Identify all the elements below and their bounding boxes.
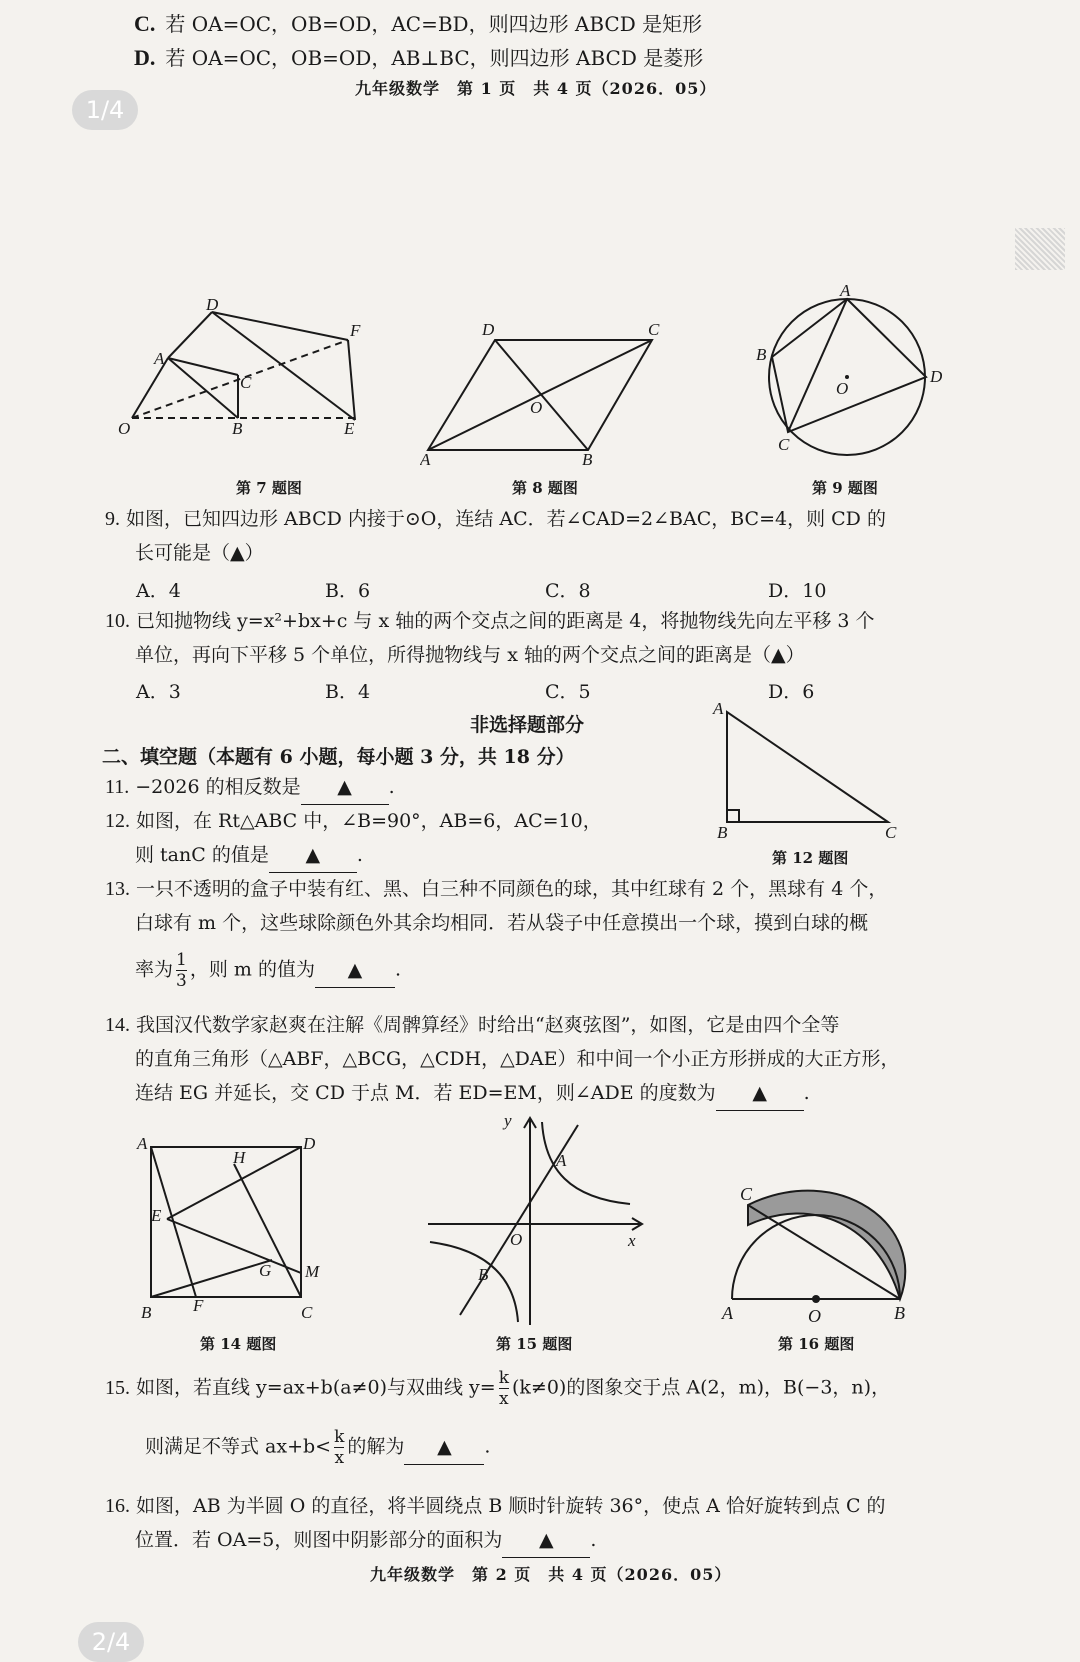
q9-choice-c: C．8 xyxy=(545,580,591,602)
option-d-letter: D. xyxy=(134,45,156,70)
q10-choice-c: C．5 xyxy=(545,681,591,703)
fig16-label-a: A xyxy=(722,1303,733,1323)
q15-frac1-num: k xyxy=(498,1368,509,1388)
q12-blank: ▲ xyxy=(269,838,357,873)
fig8-label-c: C xyxy=(648,320,660,339)
fig12-caption: 第 12 题图 xyxy=(772,849,849,867)
question-16 xyxy=(105,1489,1045,1558)
fig14-label-g: G xyxy=(259,1261,272,1280)
fig15-label-b: B xyxy=(478,1265,489,1284)
q15-line1-pre: 如图，若直线 y=ax+b(a≠0)与双曲线 y= xyxy=(136,1376,496,1399)
option-c xyxy=(134,8,702,37)
fig14-label-b: B xyxy=(141,1303,152,1322)
q16-line1: 如图，AB 为半圆 O 的直径，将半圆绕点 B 顺时针旋转 36°，使点 A 恰好旋转到点 C 的 xyxy=(136,1495,886,1517)
figure-16 xyxy=(718,1165,938,1330)
q13-blank: ▲ xyxy=(315,953,395,988)
figure-12 xyxy=(705,700,905,840)
fig15-label-x: x xyxy=(628,1231,636,1250)
q9-choice-a: A．4 xyxy=(136,580,181,602)
fig9-label-c: C xyxy=(778,435,790,454)
fig9-label-b: B xyxy=(756,345,767,364)
fig8-label-a: A xyxy=(420,450,431,465)
fig9-caption: 第 9 题图 xyxy=(812,479,878,497)
figure-7 xyxy=(110,290,380,460)
q13-line3-pre: 率为 xyxy=(135,958,174,981)
q15-blank: ▲ xyxy=(404,1430,484,1465)
fig7-label-d: D xyxy=(206,295,219,314)
q9-line2: 长可能是（▲） xyxy=(135,542,264,564)
q11-end: . xyxy=(388,776,395,798)
q14-line3: 连结 EG 并延长，交 CD 于点 M．若 ED=EM，则∠ADE 的度数为 xyxy=(135,1082,716,1104)
fig14-label-m: M xyxy=(305,1262,320,1281)
question-13 xyxy=(105,872,1035,991)
q15-fraction-2 xyxy=(334,1427,344,1468)
q11-num: 11. xyxy=(105,776,130,798)
question-9 xyxy=(105,502,1005,570)
q15-frac2-den: x xyxy=(334,1448,345,1468)
figure-15 xyxy=(420,1110,660,1330)
q15-line2-rel: < xyxy=(315,1435,332,1458)
fig15-label-o: O xyxy=(510,1230,523,1249)
q13-end: . xyxy=(394,958,401,981)
q10-num: 10. xyxy=(105,610,130,632)
q16-end: . xyxy=(590,1529,597,1551)
fig14-label-f: F xyxy=(193,1296,204,1315)
fig7-label-o: O xyxy=(118,419,131,438)
option-d xyxy=(134,42,703,71)
fig8-label-d: D xyxy=(482,320,495,339)
fig7-label-f: F xyxy=(350,321,361,340)
q10-line1: 已知抛物线 y=x²+bx+c 与 x 轴的两个交点之间的距离是 4，将抛物线先向左平移 3 个 xyxy=(136,610,875,632)
page1-footer: 九年级数学 第 1 页 共 4 页（2026．05） xyxy=(355,79,717,98)
fig14-label-e: E xyxy=(151,1206,162,1225)
q15-fraction-1 xyxy=(499,1368,509,1409)
question-11 xyxy=(105,770,395,805)
q13-line3-post: ，则 m 的值为 xyxy=(189,958,315,981)
q16-line2: 位置．若 OA=5，则图中阴影部分的面积为 xyxy=(135,1529,503,1551)
q14-line1: 我国汉代数学家赵爽在注解《周髀算经》时给出“赵爽弦图”，如图，它是由四个全等 xyxy=(136,1014,840,1036)
q15-line1-post: (k≠0)的图象交于点 A(2，m)，B(−3，n)， xyxy=(512,1376,891,1399)
fig14-caption: 第 14 题图 xyxy=(200,1335,277,1353)
fig16-caption: 第 16 题图 xyxy=(778,1335,855,1353)
fig12-label-c: C xyxy=(885,823,897,840)
q15-line2-post: 的解为 xyxy=(347,1435,405,1458)
fig8-label-o: O xyxy=(530,398,543,417)
q14-num: 14. xyxy=(105,1014,130,1036)
q9-choice-d: D．10 xyxy=(768,580,827,602)
q13-frac-den: 3 xyxy=(176,971,187,991)
option-c-letter: C. xyxy=(134,11,156,36)
q13-line2: 白球有 m 个，这些球除颜色外其余均相同．若从袋子中任意摸出一个球，摸到白球的概 xyxy=(135,912,869,934)
question-15 xyxy=(105,1368,1045,1468)
fig12-label-a: A xyxy=(713,700,724,718)
q10-choice-b: B．4 xyxy=(325,681,371,703)
q10-choice-a: A．3 xyxy=(136,681,181,703)
q16-num: 16. xyxy=(105,1495,130,1517)
fig16-label-o: O xyxy=(808,1306,821,1326)
q10-line2: 单位，再向下平移 5 个单位，所得抛物线与 x 轴的两个交点之间的距离是（▲） xyxy=(135,644,805,666)
q11-text: −2026 的相反数是 xyxy=(135,776,301,798)
q15-line2-pre: 则满足不等式 ax+b xyxy=(145,1435,316,1458)
fig7-label-e: E xyxy=(344,419,355,438)
fig14-label-c: C xyxy=(301,1303,313,1322)
q13-frac-num: 1 xyxy=(176,950,187,970)
fig9-label-o: O xyxy=(836,379,849,398)
fig14-label-d: D xyxy=(303,1135,316,1153)
section-nonchoice: 非选择题部分 xyxy=(470,714,585,736)
q15-end: . xyxy=(484,1435,491,1458)
fig7-label-b: B xyxy=(232,419,243,438)
fig7-label-a: A xyxy=(154,349,165,368)
q9-choice-b: B．6 xyxy=(325,580,371,602)
figure-8 xyxy=(420,315,680,465)
fig15-label-a: A xyxy=(556,1151,567,1170)
question-10 xyxy=(105,604,1035,672)
q12-line1: 如图，在 Rt△ABC 中，∠B=90°，AB=6，AC=10， xyxy=(136,810,602,832)
q13-num: 13. xyxy=(105,878,130,900)
fig14-label-a: A xyxy=(137,1135,148,1153)
q10-choice-d: D．6 xyxy=(768,681,815,703)
fig16-label-b: B xyxy=(894,1303,905,1323)
figure-14 xyxy=(135,1135,335,1330)
fig15-caption: 第 15 题图 xyxy=(496,1335,573,1353)
fig12-label-b: B xyxy=(717,823,728,840)
page-indicator: 1/4 xyxy=(72,90,138,130)
q15-frac1-den: x xyxy=(499,1389,509,1409)
fig9-label-a: A xyxy=(840,282,851,300)
option-c-text: 若 OA=OC，OB=OD，AC=BD，则四边形 ABCD 是矩形 xyxy=(165,12,703,36)
figure-9 xyxy=(752,282,952,467)
section-fill-heading: 二、填空题（本题有 6 小题，每小题 3 分，共 18 分） xyxy=(102,746,575,768)
q14-end: . xyxy=(803,1082,810,1104)
q12-end: . xyxy=(356,844,363,866)
q15-frac2-num: k xyxy=(334,1427,345,1447)
fig14-label-h: H xyxy=(233,1148,246,1167)
q13-line1: 一只不透明的盒子中装有红、黑、白三种不同颜色的球，其中红球有 2 个，黑球有 4 个， xyxy=(136,878,888,900)
page2-footer: 九年级数学 第 2 页 共 4 页（2026．05） xyxy=(370,1565,732,1584)
fig7-caption: 第 7 题图 xyxy=(236,479,302,497)
fig9-label-d: D xyxy=(930,367,943,386)
option-d-text: 若 OA=OC，OB=OD，AB⊥BC，则四边形 ABCD 是菱形 xyxy=(165,46,704,70)
scan-artifact xyxy=(1015,228,1065,270)
q12-num: 12. xyxy=(105,810,130,832)
fig16-label-c: C xyxy=(740,1184,753,1204)
q12-line2: 则 tanC 的值是 xyxy=(135,844,269,866)
fig8-caption: 第 8 题图 xyxy=(512,479,578,497)
fig15-label-y: y xyxy=(504,1111,512,1130)
fig7-label-c: C xyxy=(240,373,252,392)
q14-blank: ▲ xyxy=(716,1076,804,1111)
question-12 xyxy=(105,804,602,873)
q15-num: 15. xyxy=(105,1376,130,1399)
page-indicator-2: 2/4 xyxy=(78,1622,144,1662)
q16-blank: ▲ xyxy=(502,1523,590,1558)
fig8-label-b: B xyxy=(582,450,593,465)
q14-line2: 的直角三角形（△ABF，△BCG，△CDH，△DAE）和中间一个小正方形拼成的大正方形， xyxy=(135,1048,900,1070)
q11-blank: ▲ xyxy=(301,770,389,805)
q13-fraction xyxy=(176,950,187,991)
question-14 xyxy=(105,1008,1045,1111)
q9-line1: 如图，已知四边形 ABCD 内接于⊙O，连结 AC．若∠CAD=2∠BAC，BC=4，则 CD 的 xyxy=(126,508,886,530)
q9-num: 9. xyxy=(105,508,120,530)
